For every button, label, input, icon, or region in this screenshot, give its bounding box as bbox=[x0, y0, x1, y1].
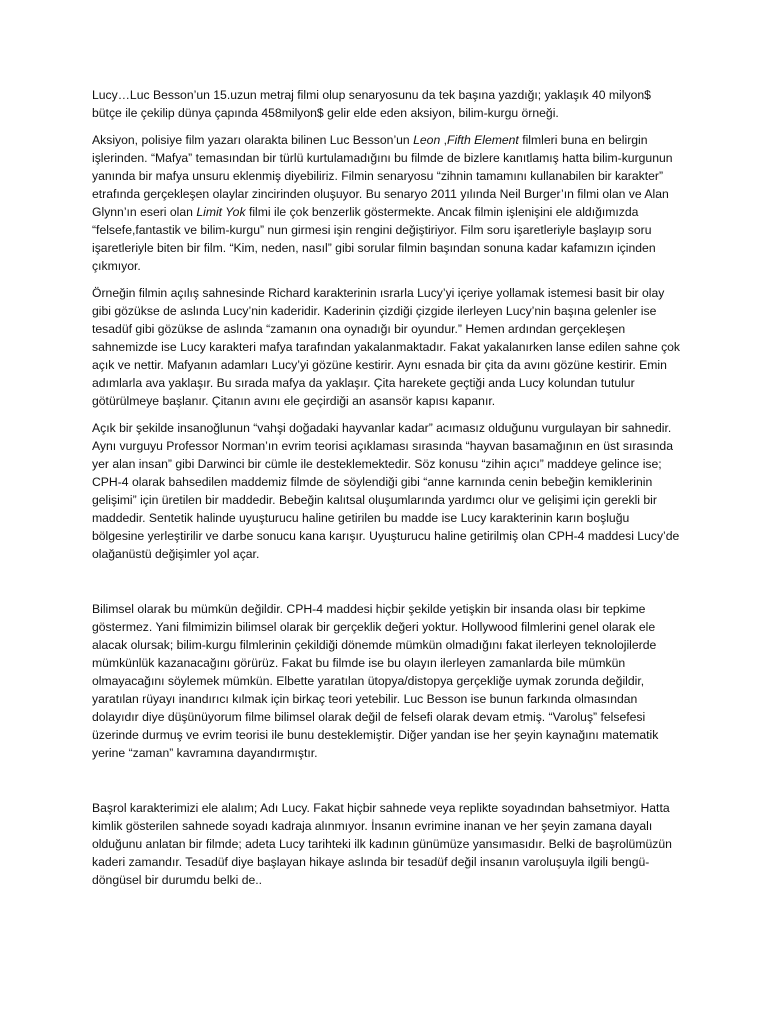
paragraph-lead-character: Başrol karakterimizi ele alalım; Adı Lucy. Fakat hiçbir sahnede veya replikte soyadından bahsetmiyor. Hatta kimlik gösterilen sahnede soyadı kadraja alınmıyor. İnsanın evrimine inanan ve her şeyin zamana dayalı olduğunu anlatan bir filmde; adeta Lucy tarihteki ilk kadının günümüze yansımasıdır. Belki de başrolümüzün kaderi zamandır. Tesadüf diye başlayan hikaye aslında bir tesadüf değil insanın varoluşuyla ilgili bengü-döngüsel bir durumdu belki de.. bbox=[92, 801, 672, 887]
paragraph-director bbox=[92, 131, 682, 275]
document-page bbox=[92, 86, 682, 889]
paragraph-director-text-1: Aksiyon, polisiye film yazarı olarakta bilinen Luc Besson’un bbox=[92, 133, 414, 147]
film-title-fifth-element: Fifth Element bbox=[447, 133, 519, 147]
paragraph-intro: Lucy…Luc Besson’un 15.uzun metraj filmi olup senaryosunu da tek başına yazdığı; yaklaşık 40 milyon$ bütçe ile çekilip dünya çapında 458milyon$ gelir elde eden aksiyon, bilim-kurgu örneği. bbox=[92, 88, 651, 120]
paragraph-director-text-2: , bbox=[440, 133, 448, 147]
paragraph-scientific: Bilimsel olarak bu mümkün değildir. CPH-4 maddesi hiçbir şekilde yetişkin bir insanda olası bir tepkime göstermez. Yani filmimizin bilimsel olarak bir gerçeklik değeri yoktur. Hollywood filmlerini genel olarak ele alacak olursak; bilim-kurgu filmlerinin çekildiği dönemde mümkün olmadığını fakat ilerleyen teknolojilerde mümkünlük kazanacağını görürüz. Fakat bu filmde ise bu olayın ilerleyen zamanlarda bile mümkün olmayacağını söylemek mümkün. Elbette yaratılan ütopya/distopya gerçekliğe uymak zorunda değildir, yaratılan rüyayı inandırıcı kılmak için birkaç teori yetebilir. Luc Besson ise bunun farkında olmasından dolayıdır diye düşünüyorum filme bilimsel olarak değil de felsefi olarak devam etmiş. “Varoluş” felsefesi üzerinde durmuş ve evrim teorisi ile bunu desteklemiştir. Diğer yandan ise her şeyin kaynağını matematik yerine “zaman” kavramına dayandırmıştır. bbox=[92, 602, 659, 760]
film-title-leon: Leon bbox=[413, 133, 441, 147]
paragraph-director-text-3: filmleri buna en belirgin işlerinden. “Mafya” temasından bir türlü kurtulamadığını bu filmde de bizlere kanıtlamış hatta bilim-kurgunun yanında bir mafya unsuru eklenmiş diyebiliriz. Filmin senaryosu “zihnin tamamını kullanabilen bir karakter” etrafında gerçekleşen olaylar zincirinden oluşuyor. Bu senaryo 2011 yılında Neil Burger’ın filmi olan ve Alan Glynn’ın eseri olan bbox=[92, 133, 673, 219]
paragraph-cph4: Açık bir şekilde insanoğlunun “vahşi doğadaki hayvanlar kadar” acımasız olduğunu vurgulayan bir sahnedir. Aynı vurguyu Professor Norman’ın evrim teorisi açıklaması sırasında “hayvan basamağının en üst sırasında yer alan insan” gibi Darwinci bir cümle ile desteklemektedir. Söz konusu “zihin açıcı” maddeye gelince ise; CPH-4 olarak bahsedilen maddemiz filmde de söylendiği gibi “anne karnında cenin bebeğin kemiklerinin gelişimi” için üretilen bir maddedir. Bebeğin kalıtsal oluşumlarında yardımcı olur ve gelişimi için gerekli bir maddedir. Sentetik halinde uyuşturucu haline getirilen bu madde ise Lucy karakterinin karın boşluğu bölgesine yerleştirilir ve darbe sonucu kana karışır. Uyuşturucu haline getirilmiş olan CPH-4 maddesi Lucy’de olağanüstü değişimler yol açar. bbox=[92, 421, 680, 561]
paragraph-opening-scene: Örneğin filmin açılış sahnesinde Richard karakterinin ısrarla Lucy’yi içeriye yollamak istemesi basit bir olay gibi gözükse de aslında Lucy’nin kaderidir. Kaderinin çizdiği çizgide ilerleyen Lucy’nin başına gelenler ise tesadüf gibi gözükse de aslında “zamanın ona oynadığı bir oyundur.” Hemen ardından gerçekleşen sahnemizde ise Lucy karakteri mafya tarafından yakalanmaktadır. Fakat yakalanırken lanse edilen sahne çok açık ve nettir. Mafyanın adamları Lucy’yi gözüne kestirir. Aynı esnada bir çita da avını gözüne kestirir. Emin adımlarla ava yaklaşır. Bu sırada mafya da yaklaşır. Çita harekete geçtiği anda Lucy kolundan tutulur götürülmeye başlanır. Çitanın avını ele geçirdiği an asansör kapısı kapanır. bbox=[92, 286, 681, 408]
paragraph-director-text-4: filmi ile çok benzerlik göstermekte. Ancak filmin işlenişini ele aldığımızda “felsefe,fantastik ve bilim-kurgu” nun girmesi işin rengini değiştiriyor. Film soru işaretleriyle başlayıp soru işaretleriyle biten bir film. “Kim, neden, nasıl” gibi sorular filmin başından sonuna kadar kafamızın içinden çıkmıyor. bbox=[92, 205, 656, 273]
film-title-limit-yok: Limit Yok bbox=[196, 205, 246, 219]
